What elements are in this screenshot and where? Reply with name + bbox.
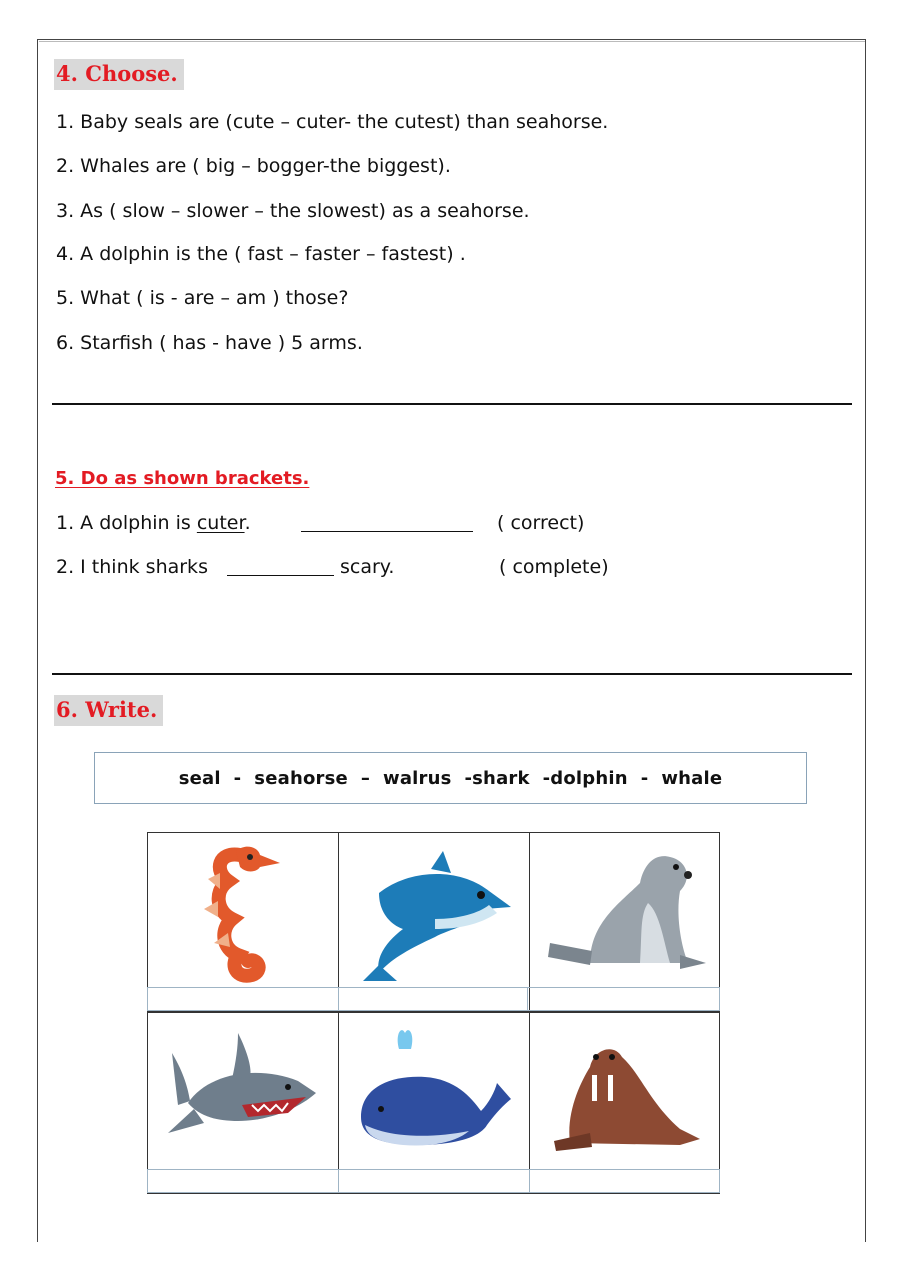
section-4-title: 4. Choose.	[54, 59, 184, 90]
item-1-hint: ( correct)	[497, 512, 585, 534]
item-2-hint: ( complete)	[499, 556, 609, 578]
item-1-underlined-word: cuter	[196, 512, 245, 534]
picture-grid	[147, 832, 720, 1194]
picture-cell-walrus	[529, 1012, 720, 1194]
shark-picture	[148, 1013, 338, 1169]
section-5-item-2-suffix: scary.	[340, 556, 395, 578]
picture-cell-seahorse	[147, 832, 339, 1012]
seal-picture	[530, 833, 719, 987]
section-4-item-4: 4. A dolphin is the ( fast – faster – fastest) .	[56, 243, 466, 265]
item-1-answer-blank[interactable]	[301, 531, 473, 532]
section-5-item-1	[56, 511, 251, 535]
section-4-item-2: 2. Whales are ( big – bogger-the biggest).	[56, 155, 451, 177]
word-bank-text: seal - seahorse – walrus -shark -dolphin - whale	[178, 767, 723, 789]
picture-cell-seal	[529, 832, 720, 1012]
answer-box-2[interactable]	[338, 987, 528, 1011]
section-5-item-2-prefix: 2. I think sharks	[56, 556, 208, 578]
item-1-prefix: 1. A dolphin is	[56, 512, 197, 534]
answer-box-3[interactable]	[527, 987, 720, 1011]
item-1-suffix: .	[244, 512, 251, 534]
section-6-title: 6. Write.	[54, 695, 163, 726]
section-4-item-5: 5. What ( is - are – am ) those?	[56, 287, 349, 309]
walrus-picture	[530, 1013, 719, 1169]
word-bank-box	[94, 752, 807, 804]
picture-cell-whale	[338, 1012, 530, 1194]
dolphin-picture	[339, 833, 529, 987]
answer-box-4[interactable]	[147, 1169, 339, 1193]
seahorse-picture	[148, 833, 338, 987]
item-2-answer-blank[interactable]	[227, 575, 334, 576]
section-divider-2	[52, 673, 852, 675]
answer-box-6[interactable]	[529, 1169, 720, 1193]
answer-box-5[interactable]	[338, 1169, 530, 1193]
section-5-title: 5. Do as shown brackets.	[55, 468, 310, 489]
section-4-item-3: 3. As ( slow – slower – the slowest) as a seahorse.	[56, 200, 530, 222]
section-4-item-1: 1. Baby seals are (cute – cuter- the cutest) than seahorse.	[56, 111, 609, 133]
answer-box-1[interactable]	[147, 987, 339, 1011]
picture-cell-shark	[147, 1012, 339, 1194]
picture-cell-dolphin	[338, 832, 530, 1012]
section-4-item-6: 6. Starfish ( has - have ) 5 arms.	[56, 332, 363, 354]
section-divider-1	[52, 403, 852, 405]
whale-picture	[339, 1013, 529, 1169]
